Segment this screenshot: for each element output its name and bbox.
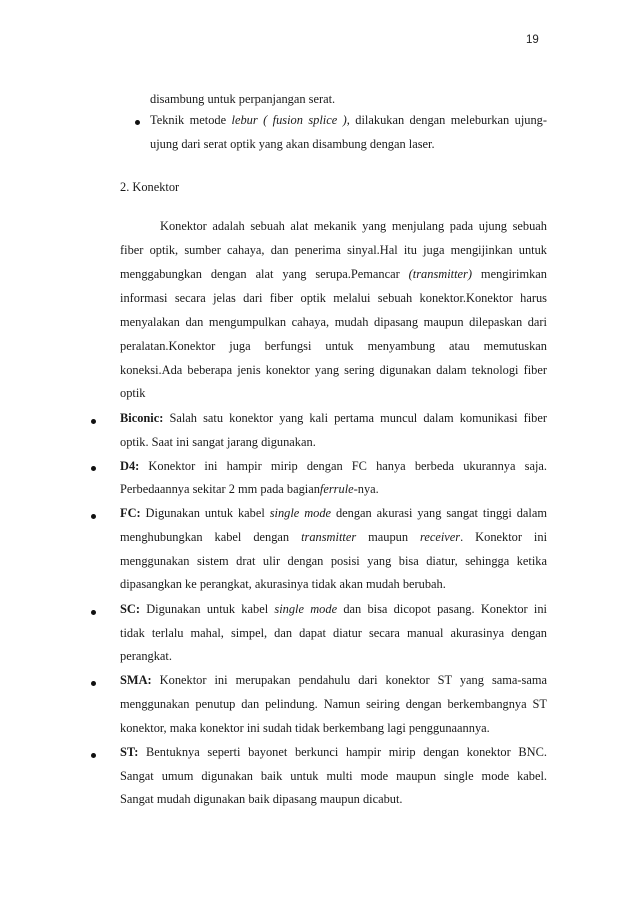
bullet-icon: [91, 419, 96, 424]
connector-item-st: Sangat umum digunakan baik untuk multi mode maupun single mode kabel.: [120, 769, 547, 783]
intro-line: disambung untuk perpanjangan serat.: [150, 92, 336, 106]
paragraph-line: menggabungkan dengan alat yang serupa.Pemancar (transmitter) mengirimkan: [120, 267, 547, 281]
page-number: 19: [526, 34, 539, 46]
intro-bullet-line: Teknik metode lebur ( fusion splice ), dilakukan dengan meleburkan ujung-: [150, 113, 547, 127]
connector-item-biconic: Biconic: Salah satu konektor yang kali pertama muncul dalam komunikasi fiber: [120, 411, 547, 425]
paragraph-line: menyalakan dan mengumpulkan cahaya, mudah dipasang maupun dilepaskan dari: [120, 315, 547, 329]
connector-item-d4: D4: Konektor ini hampir mirip dengan FC hanya berbeda ukurannya saja.: [120, 459, 547, 473]
connector-item-st: ST: Bentuknya seperti bayonet berkunci hampir mirip dengan konektor BNC.: [120, 745, 547, 759]
bullet-icon: [91, 514, 96, 519]
bullet-icon: [91, 681, 96, 686]
connector-item-sma: menggunakan penutup dan pelindung. Namun seiring dengan berkembangnya ST: [120, 697, 547, 711]
connector-item-d4: Perbedaannya sekitar 2 mm pada bagianferrule-nya.: [120, 482, 379, 496]
bullet-icon: [91, 753, 96, 758]
paragraph-line: informasi secara jelas dari fiber optik melalui sebuah konektor.Konektor harus: [120, 291, 547, 305]
paragraph-line: Konektor adalah sebuah alat mekanik yang menjulang pada ujung sebuah: [160, 219, 547, 233]
connector-item-sc: perangkat.: [120, 649, 172, 663]
connector-item-sma: SMA: Konektor ini merupakan pendahulu dari konektor ST yang sama-sama: [120, 673, 547, 687]
connector-item-sc: tidak terlalu mahal, simpel, dan dapat diatur secara manual akurasinya dengan: [120, 626, 547, 640]
connector-item-fc: menghubungkan kabel dengan transmitter maupun receiver. Konektor ini: [120, 530, 547, 544]
connector-item-st: Sangat mudah digunakan baik dipasang maupun dicabut.: [120, 792, 403, 806]
bullet-icon: [91, 466, 96, 471]
bullet-icon: [91, 610, 96, 615]
paragraph-line: fiber optik, sumber cahaya, dan penerima sinyal.Hal itu juga mengijinkan untuk: [120, 243, 547, 257]
paragraph-line: peralatan.Konektor juga berfungsi untuk menyambung atau memutuskan: [120, 339, 547, 353]
connector-item-fc: menggunakan sistem drat ulir dengan posisi yang bisa diatur, sehingga ketika: [120, 554, 547, 568]
paragraph-line: optik: [120, 386, 146, 400]
section-heading: 2. Konektor: [120, 180, 180, 194]
connector-item-sc: SC: Digunakan untuk kabel single mode dan bisa dicopot pasang. Konektor ini: [120, 602, 547, 616]
connector-item-fc: FC: Digunakan untuk kabel single mode dengan akurasi yang sangat tinggi dalam: [120, 506, 547, 520]
connector-item-biconic: optik. Saat ini sangat jarang digunakan.: [120, 435, 316, 449]
intro-bullet-line: ujung dari serat optik yang akan disambung dengan laser.: [150, 137, 435, 151]
paragraph-line: koneksi.Ada beberapa jenis konektor yang sering digunakan dalam teknologi fiber: [120, 363, 547, 377]
bullet-icon: [135, 120, 140, 125]
connector-item-sma: konektor, maka konektor ini sudah tidak berkembang lagi penggunaannya.: [120, 721, 490, 735]
connector-item-fc: dipasangkan ke perangkat, akurasinya tidak akan mudah berubah.: [120, 577, 446, 591]
